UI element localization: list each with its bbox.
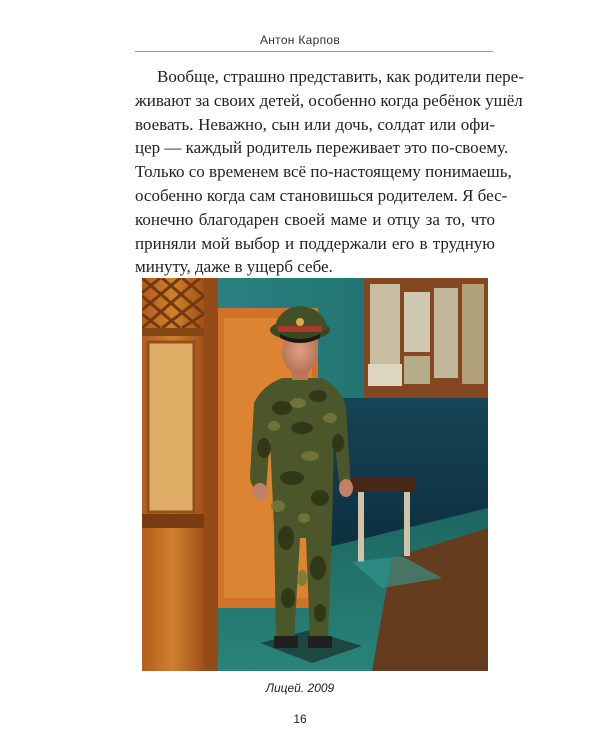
paragraph-line: конечно благодарен своей маме и отцу за то, что (135, 209, 495, 229)
paragraph-line: Только со временем всё по-настоящему понимаешь, (135, 162, 512, 182)
photo-caption: Лицей. 2009 (265, 681, 335, 695)
paragraph-line: воевать. Неважно, сын или дочь, солдат или офи- (135, 114, 495, 134)
body-paragraph (135, 65, 524, 279)
running-head-author: Антон Карпов (259, 33, 341, 47)
photo-cadet-in-uniform (142, 278, 488, 671)
paragraph-line: приняли мой выбор и поддержали его в трудную (135, 233, 495, 253)
paragraph-line: минуту, даже в ущерб себе. (135, 257, 333, 277)
paragraph-line: цер — каждый родитель переживает это по-своему. (135, 138, 509, 158)
paragraph-line: Вообще, страшно представить, как родители пере- (157, 67, 524, 86)
page-number: 16 (293, 712, 307, 726)
paragraph-line: особенно когда сам становишься родителем. Я бес- (135, 185, 508, 205)
header-rule (135, 51, 493, 52)
paragraph-line: живают за своих детей, особенно когда ребёнок ушёл (135, 90, 523, 110)
